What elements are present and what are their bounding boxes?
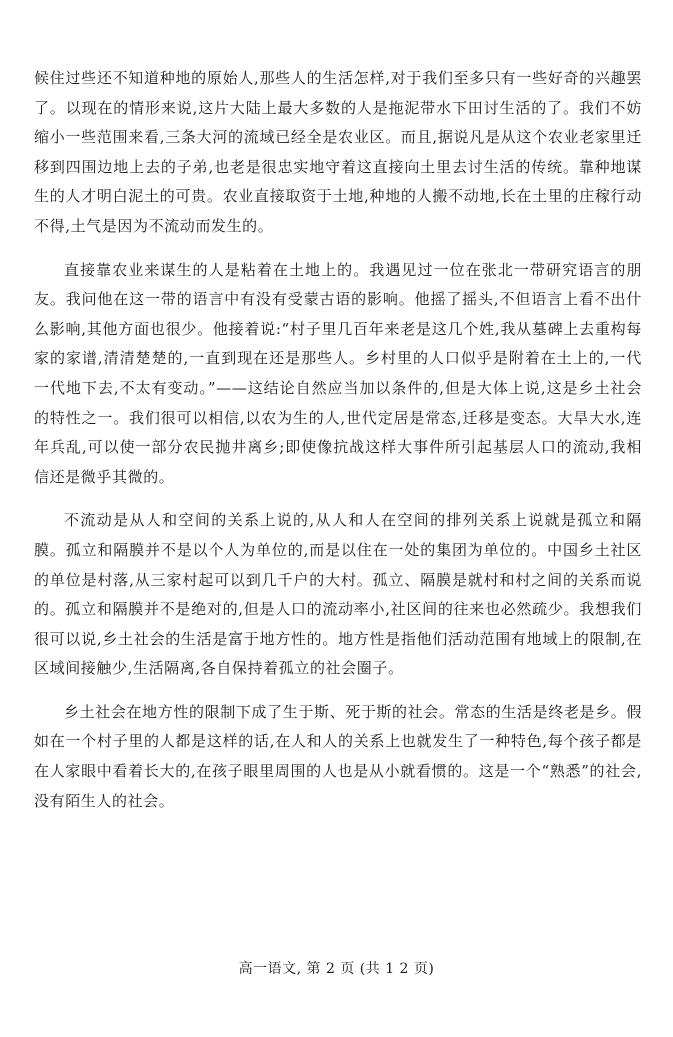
paragraph-2: 直接靠农业来谋生的人是粘着在土地上的。我遇见过一位在张北一带研究语言的朋友。我问他在这一带的语言中有没有受蒙古语的影响。他摇了摇头,不但语言上看不出什么影响,其他方面也很少。他接着说:“村子里几百年来老是这几个姓,我从墓碑上去重构每家的家谱,清清楚楚的,一直到现在还是那些人。乡村里的人口似乎是附着在土上的,一代一代地下去,不太有变动。”——这结论自然应当加以条件的,但是大体上说,这是乡土社会的特性之一。我们很可以相信,以农为生的人,世代定居是常态,迁移是变态。大旱大水,连年兵乱,可以使一部分农民抛井离乡;即使像抗战这样大事件所引起基层人口的流动,我相信还是微乎其微的。 xyxy=(34,260,642,486)
paragraph-4: 乡土社会在地方性的限制下成了生于斯、死于斯的社会。常态的生活是终老是乡。假如在一个村子里的人都是这样的话,在人和人的关系上也就发生了一种特色,每个孩子都是在人家眼中看着长大的,在孩子眼里周围的人也是从小就看惯的。这是一个“熟悉”的社会,没有陌生人的社会。 xyxy=(34,702,642,810)
paragraph-1: 候住过些还不知道种地的原始人,那些人的生活怎样,对于我们至多只有一些好奇的兴趣罢了。以现在的情形来说,这片大陆上最大多数的人是拖泥带水下田讨生活的了。我们不妨缩小一些范围来看,三条大河的流域已经全是农业区。而且,据说凡是从这个农业老家里迁移到四围边地上去的子弟,也老是很忠实地守着这直接向土里去讨生活的传统。靠种地谋生的人才明白泥土的可贵。农业直接取资于土地,种地的人搬不动地,长在土里的庄稼行动不得,土气是因为不流动而发生的。 xyxy=(34,69,642,235)
document-body xyxy=(34,64,642,816)
paragraph-3: 不流动是从人和空间的关系上说的,从人和人在空间的排列关系上说就是孤立和隔膜。孤立和隔膜并不是以个人为单位的,而是以住在一处的集团为单位的。中国乡土社区的单位是村落,从三家村起可以到几千户的大村。孤立、隔膜是就村和村之间的关系而说的。孤立和隔膜并不是绝对的,但是人口的流动率小,社区间的往来也必然疏少。我想我们很可以说,乡土社会的生活是富于地方性的。地方性是指他们活动范围有地域上的限制,在区域间接触少,生活隔离,各自保持着孤立的社会圈子。 xyxy=(34,511,642,678)
page-footer: 高一语文, 第 2 页 (共 1 2 页) xyxy=(238,961,435,977)
